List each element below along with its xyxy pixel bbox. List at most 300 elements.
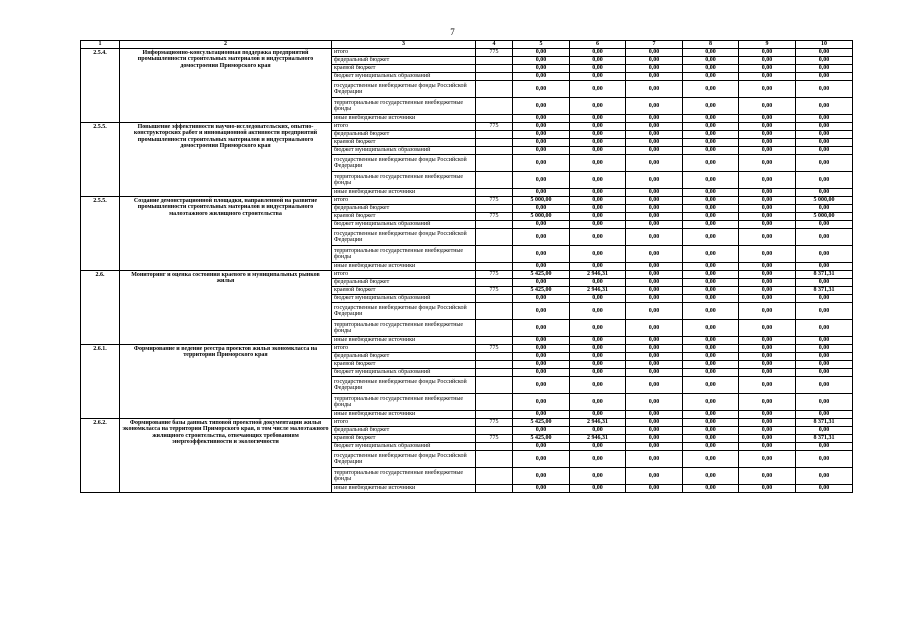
amount-col-9: 0,00 — [739, 468, 796, 485]
amount-col-6: 0,00 — [570, 485, 626, 493]
amount-col-9: 0,00 — [739, 98, 796, 115]
funding-source: итого — [332, 123, 476, 131]
amount-col-7: 0,00 — [626, 229, 683, 246]
item-name: Формирование базы данных типовой проектной документации жилья экономкласса на территории Приморского края, в том числе малоэтажного жилищного строительства, отвечающих требованиям энергоэффективности и экологичности — [120, 419, 332, 493]
amount-col-8: 0,00 — [683, 337, 739, 345]
funding-source: территориальные государственные внебюджетные фонды — [332, 246, 476, 263]
amount-col-8: 0,00 — [683, 197, 739, 205]
amount-col-6: 2 946,31 — [570, 271, 626, 279]
item-code: 2.5.5. — [81, 197, 120, 271]
amount-col-9: 0,00 — [739, 427, 796, 435]
amount-col-5: 0,00 — [513, 427, 570, 435]
item-code: 2.6.2. — [81, 419, 120, 493]
funding-source: территориальные государственные внебюджетные фонды — [332, 98, 476, 115]
amount-col-5: 0,00 — [513, 172, 570, 189]
amount-col-10: 0,00 — [796, 172, 853, 189]
amount-col-6: 0,00 — [570, 147, 626, 155]
amount-col-6: 0,00 — [570, 246, 626, 263]
amount-col-9: 0,00 — [739, 295, 796, 303]
amount-col-10: 0,00 — [796, 123, 853, 131]
amount-col-8: 0,00 — [683, 419, 739, 427]
amount-col-10: 0,00 — [796, 73, 853, 81]
amount-col-7: 0,00 — [626, 419, 683, 427]
amount-col-7: 0,00 — [626, 123, 683, 131]
amount-col-6: 0,00 — [570, 172, 626, 189]
amount-col-7: 0,00 — [626, 205, 683, 213]
amount-col-8: 0,00 — [683, 221, 739, 229]
amount-col-7: 0,00 — [626, 295, 683, 303]
amount-col-8: 0,00 — [683, 49, 739, 57]
grbs-code — [476, 485, 513, 493]
amount-col-8: 0,00 — [683, 115, 739, 123]
amount-col-6: 0,00 — [570, 451, 626, 468]
amount-col-10: 0,00 — [796, 221, 853, 229]
amount-col-9: 0,00 — [739, 345, 796, 353]
header-cell-6: 6 — [570, 41, 626, 49]
amount-col-6: 0,00 — [570, 197, 626, 205]
item-name: Повышение эффективности научно-исследовательских, опытно-конструкторских работ и инновационной активности предприятий промышленности строительных материалов и индустриального домостроения Приморского края — [120, 123, 332, 197]
amount-col-5: 0,00 — [513, 229, 570, 246]
amount-col-8: 0,00 — [683, 123, 739, 131]
amount-col-6: 0,00 — [570, 155, 626, 172]
amount-col-5: 0,00 — [513, 303, 570, 320]
amount-col-7: 0,00 — [626, 287, 683, 295]
amount-col-6: 0,00 — [570, 263, 626, 271]
amount-col-9: 0,00 — [739, 65, 796, 73]
funding-source: федеральный бюджет — [332, 353, 476, 361]
amount-col-9: 0,00 — [739, 229, 796, 246]
amount-col-5: 5 425,00 — [513, 271, 570, 279]
amount-col-7: 0,00 — [626, 451, 683, 468]
amount-col-8: 0,00 — [683, 155, 739, 172]
amount-col-8: 0,00 — [683, 213, 739, 221]
amount-col-10: 0,00 — [796, 115, 853, 123]
grbs-code — [476, 147, 513, 155]
funding-source: бюджет муниципальных образований — [332, 295, 476, 303]
amount-col-6: 0,00 — [570, 361, 626, 369]
grbs-code — [476, 57, 513, 65]
funding-source: государственные внебюджетные фонды Российской Федерации — [332, 303, 476, 320]
amount-col-10: 0,00 — [796, 345, 853, 353]
amount-col-5: 0,00 — [513, 246, 570, 263]
amount-col-6: 0,00 — [570, 468, 626, 485]
amount-col-9: 0,00 — [739, 213, 796, 221]
amount-col-10: 0,00 — [796, 263, 853, 271]
amount-col-6: 0,00 — [570, 73, 626, 81]
item-code: 2.5.4. — [81, 49, 120, 123]
amount-col-10: 0,00 — [796, 320, 853, 337]
table-row — [81, 271, 853, 279]
item-name: Создание демонстрационной площадки, направленной на развитие промышленности строительных материалов и индустриального малоэтажного жилищного строительства — [120, 197, 332, 271]
amount-col-8: 0,00 — [683, 353, 739, 361]
amount-col-5: 0,00 — [513, 353, 570, 361]
grbs-code: 775 — [476, 287, 513, 295]
amount-col-10: 0,00 — [796, 485, 853, 493]
amount-col-5: 0,00 — [513, 98, 570, 115]
amount-col-7: 0,00 — [626, 468, 683, 485]
funding-source: иные внебюджетные источники — [332, 337, 476, 345]
amount-col-10: 0,00 — [796, 229, 853, 246]
amount-col-6: 0,00 — [570, 123, 626, 131]
funding-source: территориальные государственные внебюджетные фонды — [332, 394, 476, 411]
amount-col-9: 0,00 — [739, 485, 796, 493]
amount-col-5: 0,00 — [513, 155, 570, 172]
amount-col-6: 0,00 — [570, 229, 626, 246]
amount-col-8: 0,00 — [683, 73, 739, 81]
amount-col-8: 0,00 — [683, 377, 739, 394]
funding-source: территориальные государственные внебюджетные фонды — [332, 172, 476, 189]
grbs-code — [476, 353, 513, 361]
item-name: Формирование и ведение реестра проектов жилья экономкласса на территории Приморского края — [120, 345, 332, 419]
funding-source: государственные внебюджетные фонды Российской Федерации — [332, 451, 476, 468]
amount-col-6: 0,00 — [570, 295, 626, 303]
grbs-code — [476, 205, 513, 213]
amount-col-9: 0,00 — [739, 377, 796, 394]
amount-col-9: 0,00 — [739, 197, 796, 205]
funding-source: иные внебюджетные источники — [332, 411, 476, 419]
amount-col-7: 0,00 — [626, 131, 683, 139]
amount-col-7: 0,00 — [626, 320, 683, 337]
funding-source: территориальные государственные внебюджетные фонды — [332, 320, 476, 337]
table-row — [81, 345, 853, 353]
amount-col-8: 0,00 — [683, 81, 739, 98]
grbs-code — [476, 221, 513, 229]
funding-source: бюджет муниципальных образований — [332, 221, 476, 229]
amount-col-10: 0,00 — [796, 361, 853, 369]
amount-col-5: 0,00 — [513, 451, 570, 468]
amount-col-9: 0,00 — [739, 57, 796, 65]
amount-col-6: 0,00 — [570, 443, 626, 451]
amount-col-5: 0,00 — [513, 49, 570, 57]
amount-col-9: 0,00 — [739, 303, 796, 320]
amount-col-8: 0,00 — [683, 295, 739, 303]
amount-col-10: 8 371,31 — [796, 287, 853, 295]
amount-col-5: 0,00 — [513, 189, 570, 197]
amount-col-7: 0,00 — [626, 303, 683, 320]
grbs-code — [476, 189, 513, 197]
amount-col-6: 0,00 — [570, 115, 626, 123]
amount-col-7: 0,00 — [626, 443, 683, 451]
amount-col-9: 0,00 — [739, 279, 796, 287]
amount-col-10: 0,00 — [796, 81, 853, 98]
amount-col-9: 0,00 — [739, 172, 796, 189]
amount-col-9: 0,00 — [739, 411, 796, 419]
amount-col-5: 0,00 — [513, 131, 570, 139]
amount-col-9: 0,00 — [739, 205, 796, 213]
amount-col-6: 0,00 — [570, 221, 626, 229]
funding-source: федеральный бюджет — [332, 205, 476, 213]
grbs-code — [476, 320, 513, 337]
amount-col-9: 0,00 — [739, 394, 796, 411]
amount-col-5: 0,00 — [513, 411, 570, 419]
amount-col-7: 0,00 — [626, 377, 683, 394]
funding-source: итого — [332, 419, 476, 427]
header-cell-4: 4 — [476, 41, 513, 49]
amount-col-9: 0,00 — [739, 320, 796, 337]
amount-col-10: 5 000,00 — [796, 197, 853, 205]
amount-col-10: 0,00 — [796, 189, 853, 197]
amount-col-10: 0,00 — [796, 451, 853, 468]
funding-source: краевой бюджет — [332, 287, 476, 295]
amount-col-6: 0,00 — [570, 303, 626, 320]
amount-col-5: 0,00 — [513, 443, 570, 451]
funding-source: федеральный бюджет — [332, 279, 476, 287]
amount-col-8: 0,00 — [683, 345, 739, 353]
amount-col-8: 0,00 — [683, 279, 739, 287]
amount-col-8: 0,00 — [683, 57, 739, 65]
amount-col-8: 0,00 — [683, 98, 739, 115]
grbs-code — [476, 427, 513, 435]
funding-source: иные внебюджетные источники — [332, 485, 476, 493]
amount-col-7: 0,00 — [626, 189, 683, 197]
amount-col-8: 0,00 — [683, 172, 739, 189]
amount-col-9: 0,00 — [739, 221, 796, 229]
funding-source: государственные внебюджетные фонды Российской Федерации — [332, 81, 476, 98]
grbs-code — [476, 73, 513, 81]
grbs-code — [476, 443, 513, 451]
amount-col-10: 0,00 — [796, 65, 853, 73]
amount-col-6: 0,00 — [570, 320, 626, 337]
amount-col-10: 0,00 — [796, 139, 853, 147]
amount-col-8: 0,00 — [683, 320, 739, 337]
amount-col-5: 0,00 — [513, 205, 570, 213]
amount-col-5: 0,00 — [513, 361, 570, 369]
amount-col-5: 0,00 — [513, 115, 570, 123]
amount-col-7: 0,00 — [626, 57, 683, 65]
amount-col-7: 0,00 — [626, 263, 683, 271]
amount-col-5: 0,00 — [513, 394, 570, 411]
amount-col-6: 0,00 — [570, 49, 626, 57]
amount-col-8: 0,00 — [683, 435, 739, 443]
amount-col-5: 0,00 — [513, 468, 570, 485]
amount-col-6: 0,00 — [570, 213, 626, 221]
amount-col-9: 0,00 — [739, 443, 796, 451]
funding-source: краевой бюджет — [332, 213, 476, 221]
header-cell-1: 1 — [81, 41, 120, 49]
grbs-code — [476, 98, 513, 115]
amount-col-7: 0,00 — [626, 139, 683, 147]
amount-col-8: 0,00 — [683, 394, 739, 411]
amount-col-6: 0,00 — [570, 131, 626, 139]
amount-col-7: 0,00 — [626, 411, 683, 419]
amount-col-9: 0,00 — [739, 263, 796, 271]
grbs-code — [476, 229, 513, 246]
amount-col-5: 0,00 — [513, 73, 570, 81]
funding-source: государственные внебюджетные фонды Российской Федерации — [332, 377, 476, 394]
amount-col-8: 0,00 — [683, 147, 739, 155]
amount-col-5: 0,00 — [513, 485, 570, 493]
amount-col-8: 0,00 — [683, 246, 739, 263]
header-cell-9: 9 — [739, 41, 796, 49]
amount-col-7: 0,00 — [626, 345, 683, 353]
amount-col-7: 0,00 — [626, 49, 683, 57]
funding-source: бюджет муниципальных образований — [332, 443, 476, 451]
amount-col-7: 0,00 — [626, 197, 683, 205]
amount-col-10: 0,00 — [796, 98, 853, 115]
item-code: 2.6.1. — [81, 345, 120, 419]
amount-col-6: 0,00 — [570, 427, 626, 435]
amount-col-5: 0,00 — [513, 320, 570, 337]
amount-col-8: 0,00 — [683, 485, 739, 493]
grbs-code — [476, 369, 513, 377]
amount-col-9: 0,00 — [739, 287, 796, 295]
amount-col-5: 5 425,00 — [513, 435, 570, 443]
grbs-code: 775 — [476, 49, 513, 57]
grbs-code — [476, 468, 513, 485]
amount-col-7: 0,00 — [626, 115, 683, 123]
amount-col-7: 0,00 — [626, 435, 683, 443]
amount-col-10: 0,00 — [796, 279, 853, 287]
item-code: 2.6. — [81, 271, 120, 345]
funding-source: краевой бюджет — [332, 65, 476, 73]
amount-col-6: 0,00 — [570, 139, 626, 147]
table-row — [81, 197, 853, 205]
grbs-code — [476, 115, 513, 123]
grbs-code — [476, 139, 513, 147]
amount-col-9: 0,00 — [739, 115, 796, 123]
item-name: Информационно-консультационная поддержка предприятий промышленности строительных материалов и индустриального домостроения Приморского края — [120, 49, 332, 123]
amount-col-9: 0,00 — [739, 73, 796, 81]
funding-source: федеральный бюджет — [332, 427, 476, 435]
table-row — [81, 419, 853, 427]
grbs-code — [476, 131, 513, 139]
amount-col-9: 0,00 — [739, 81, 796, 98]
amount-col-10: 0,00 — [796, 131, 853, 139]
amount-col-5: 0,00 — [513, 221, 570, 229]
amount-col-8: 0,00 — [683, 361, 739, 369]
amount-col-10: 0,00 — [796, 369, 853, 377]
amount-col-5: 0,00 — [513, 147, 570, 155]
funding-source: иные внебюджетные источники — [332, 263, 476, 271]
item-name: Мониторинг и оценка состояния краевого и муниципальных рынков жилья — [120, 271, 332, 345]
amount-col-5: 0,00 — [513, 139, 570, 147]
amount-col-9: 0,00 — [739, 246, 796, 263]
amount-col-10: 0,00 — [796, 353, 853, 361]
amount-col-10: 0,00 — [796, 377, 853, 394]
amount-col-8: 0,00 — [683, 468, 739, 485]
amount-col-10: 0,00 — [796, 427, 853, 435]
amount-col-7: 0,00 — [626, 337, 683, 345]
amount-col-6: 0,00 — [570, 189, 626, 197]
amount-col-6: 0,00 — [570, 205, 626, 213]
amount-col-7: 0,00 — [626, 279, 683, 287]
amount-col-6: 2 946,31 — [570, 287, 626, 295]
grbs-code: 775 — [476, 345, 513, 353]
amount-col-7: 0,00 — [626, 246, 683, 263]
amount-col-8: 0,00 — [683, 369, 739, 377]
amount-col-6: 0,00 — [570, 337, 626, 345]
amount-col-6: 0,00 — [570, 279, 626, 287]
amount-col-9: 0,00 — [739, 147, 796, 155]
funding-source: итого — [332, 345, 476, 353]
amount-col-10: 0,00 — [796, 303, 853, 320]
amount-col-9: 0,00 — [739, 353, 796, 361]
grbs-code — [476, 411, 513, 419]
amount-col-5: 5 425,00 — [513, 419, 570, 427]
amount-col-10: 0,00 — [796, 411, 853, 419]
amount-col-7: 0,00 — [626, 172, 683, 189]
amount-col-7: 0,00 — [626, 361, 683, 369]
amount-col-8: 0,00 — [683, 263, 739, 271]
amount-col-9: 0,00 — [739, 155, 796, 172]
amount-col-6: 0,00 — [570, 65, 626, 73]
grbs-code — [476, 172, 513, 189]
amount-col-7: 0,00 — [626, 155, 683, 172]
amount-col-8: 0,00 — [683, 427, 739, 435]
amount-col-5: 5 000,00 — [513, 213, 570, 221]
grbs-code — [476, 81, 513, 98]
amount-col-7: 0,00 — [626, 81, 683, 98]
grbs-code — [476, 295, 513, 303]
header-cell-8: 8 — [683, 41, 739, 49]
amount-col-9: 0,00 — [739, 139, 796, 147]
amount-col-8: 0,00 — [683, 139, 739, 147]
amount-col-7: 0,00 — [626, 65, 683, 73]
budget-table — [80, 40, 853, 493]
amount-col-7: 0,00 — [626, 147, 683, 155]
amount-col-7: 0,00 — [626, 221, 683, 229]
amount-col-10: 0,00 — [796, 155, 853, 172]
grbs-code: 775 — [476, 213, 513, 221]
amount-col-6: 0,00 — [570, 345, 626, 353]
amount-col-6: 0,00 — [570, 411, 626, 419]
funding-source: иные внебюджетные источники — [332, 115, 476, 123]
grbs-code — [476, 451, 513, 468]
funding-source: федеральный бюджет — [332, 57, 476, 65]
amount-col-5: 0,00 — [513, 123, 570, 131]
amount-col-10: 0,00 — [796, 57, 853, 65]
amount-col-6: 0,00 — [570, 353, 626, 361]
amount-col-10: 8 371,31 — [796, 435, 853, 443]
grbs-code — [476, 263, 513, 271]
amount-col-7: 0,00 — [626, 427, 683, 435]
amount-col-7: 0,00 — [626, 271, 683, 279]
funding-source: краевой бюджет — [332, 435, 476, 443]
page-number: 7 — [450, 27, 455, 37]
funding-source: территориальные государственные внебюджетные фонды — [332, 468, 476, 485]
grbs-code: 775 — [476, 197, 513, 205]
amount-col-8: 0,00 — [683, 189, 739, 197]
amount-col-10: 5 000,00 — [796, 213, 853, 221]
amount-col-5: 5 425,00 — [513, 287, 570, 295]
amount-col-9: 0,00 — [739, 419, 796, 427]
header-cell-10: 10 — [796, 41, 853, 49]
amount-col-5: 0,00 — [513, 377, 570, 394]
amount-col-5: 0,00 — [513, 81, 570, 98]
amount-col-8: 0,00 — [683, 287, 739, 295]
grbs-code — [476, 361, 513, 369]
amount-col-9: 0,00 — [739, 337, 796, 345]
amount-col-9: 0,00 — [739, 271, 796, 279]
amount-col-7: 0,00 — [626, 73, 683, 81]
amount-col-10: 0,00 — [796, 147, 853, 155]
amount-col-5: 0,00 — [513, 65, 570, 73]
header-cell-7: 7 — [626, 41, 683, 49]
amount-col-10: 0,00 — [796, 394, 853, 411]
amount-col-7: 0,00 — [626, 485, 683, 493]
amount-col-6: 0,00 — [570, 369, 626, 377]
amount-col-10: 8 371,31 — [796, 419, 853, 427]
amount-col-8: 0,00 — [683, 205, 739, 213]
amount-col-9: 0,00 — [739, 361, 796, 369]
amount-col-8: 0,00 — [683, 411, 739, 419]
funding-source: иные внебюджетные источники — [332, 189, 476, 197]
amount-col-9: 0,00 — [739, 49, 796, 57]
grbs-code — [476, 155, 513, 172]
amount-col-10: 0,00 — [796, 205, 853, 213]
table-row — [81, 123, 853, 131]
grbs-code: 775 — [476, 435, 513, 443]
